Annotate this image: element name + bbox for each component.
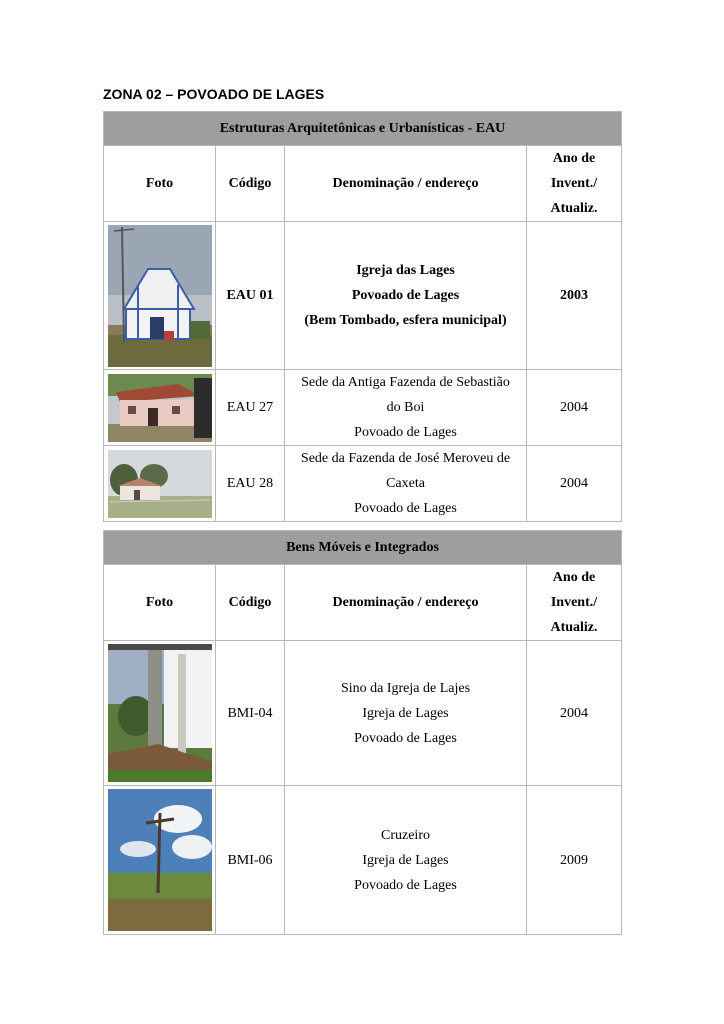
photo-column-header: Foto bbox=[104, 565, 216, 641]
name-line: Povoado de Lages bbox=[354, 877, 457, 893]
year-header-line: Ano de bbox=[552, 151, 596, 166]
name-cell bbox=[285, 446, 527, 522]
name-line: Povoado de Lages bbox=[354, 730, 457, 746]
table-row bbox=[104, 641, 622, 786]
code-cell: BMI-04 bbox=[216, 641, 285, 786]
year-cell: 2009 bbox=[527, 786, 622, 935]
name-column-header: Denominação / endereço bbox=[285, 146, 527, 222]
farmhouse-photo bbox=[108, 374, 212, 442]
table-row bbox=[104, 370, 622, 446]
wooden-cross-photo bbox=[108, 789, 212, 931]
name-line: do Boi bbox=[386, 400, 425, 415]
name-column-header: Denominação / endereço bbox=[285, 565, 527, 641]
name-cell bbox=[285, 370, 527, 446]
table-title: Estruturas Arquitetônicas e Urbanísticas - EAU bbox=[104, 112, 622, 146]
year-cell: 2004 bbox=[527, 446, 622, 522]
year-cell: 2004 bbox=[527, 641, 622, 786]
year-header-line: Ano de bbox=[552, 570, 596, 585]
year-header-line: Invent./ bbox=[550, 595, 598, 610]
year-column-header bbox=[527, 565, 622, 641]
code-column-header: Código bbox=[216, 565, 285, 641]
name-line: Sede da Fazenda de José Meroveu de bbox=[300, 451, 511, 466]
code-column-header: Código bbox=[216, 146, 285, 222]
photo-column-header: Foto bbox=[104, 146, 216, 222]
name-line: Povoado de Lages bbox=[354, 501, 457, 516]
farm-photo bbox=[108, 450, 212, 518]
name-line: Igreja das Lages bbox=[356, 263, 455, 278]
name-line: Sino da Igreja de Lajes bbox=[340, 680, 471, 696]
photo-cell bbox=[104, 446, 216, 522]
name-line: Igreja de Lages bbox=[362, 852, 449, 868]
year-header-line: Invent./ bbox=[550, 176, 598, 191]
code-cell: BMI-06 bbox=[216, 786, 285, 935]
year-column-header bbox=[527, 146, 622, 222]
photo-cell bbox=[104, 370, 216, 446]
name-line: (Bem Tombado, esfera municipal) bbox=[304, 313, 507, 328]
name-cell bbox=[285, 786, 527, 935]
bell-post-photo bbox=[108, 644, 212, 782]
code-cell: EAU 27 bbox=[216, 370, 285, 446]
year-header-line: Atualiz. bbox=[550, 620, 598, 635]
code-cell: EAU 01 bbox=[216, 222, 285, 370]
zone-title: ZONA 02 – POVOADO DE LAGES bbox=[103, 86, 325, 102]
photo-cell bbox=[104, 641, 216, 786]
table-row bbox=[104, 446, 622, 522]
code-cell: EAU 28 bbox=[216, 446, 285, 522]
year-cell: 2003 bbox=[527, 222, 622, 370]
name-cell bbox=[285, 641, 527, 786]
name-line: Povoado de Lages bbox=[354, 425, 457, 440]
name-cell bbox=[285, 222, 527, 370]
name-line: Sede da Antiga Fazenda de Sebastião bbox=[301, 375, 510, 390]
photo-cell bbox=[104, 786, 216, 935]
table-title: Bens Móveis e Integrados bbox=[104, 531, 622, 565]
name-line: Cruzeiro bbox=[381, 827, 430, 843]
name-line: Povoado de Lages bbox=[351, 288, 460, 303]
name-line: Caxeta bbox=[386, 476, 425, 491]
name-line: Igreja de Lages bbox=[362, 705, 449, 721]
year-header-line: Atualiz. bbox=[550, 201, 598, 216]
church-photo bbox=[108, 225, 212, 367]
eau-table bbox=[103, 111, 622, 522]
photo-cell bbox=[104, 222, 216, 370]
table-row bbox=[104, 786, 622, 935]
year-cell: 2004 bbox=[527, 370, 622, 446]
bmi-table bbox=[103, 530, 622, 935]
table-row bbox=[104, 222, 622, 370]
